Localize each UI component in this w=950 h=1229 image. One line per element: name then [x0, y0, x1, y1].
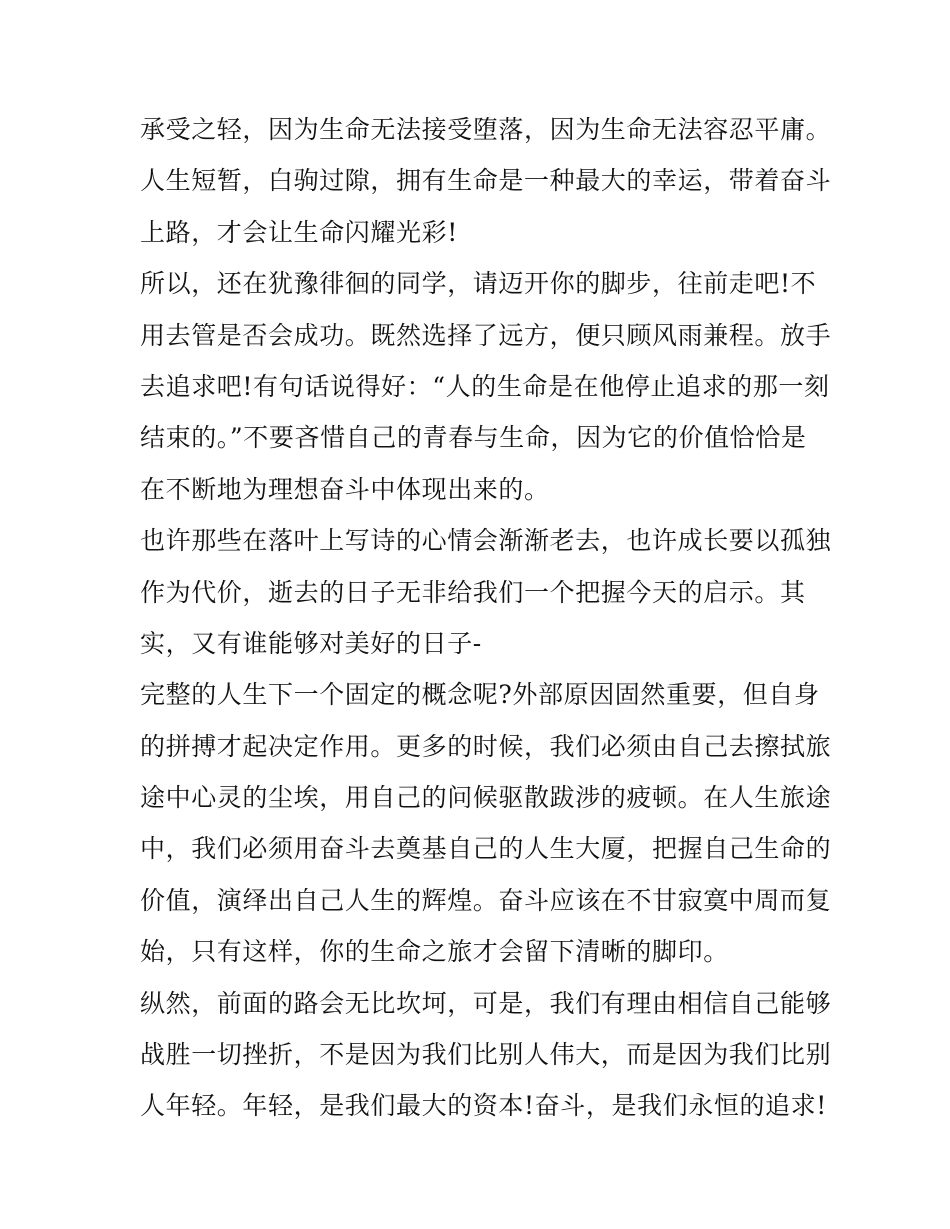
text-line: 去追求吧!有句话说得好：“人的生命是在他停止追求的那一刻 [140, 371, 830, 401]
text-line: 人年轻。年轻，是我们最大的资本!奋斗，是我们永恒的追求! [140, 1091, 827, 1121]
text-line: 战胜一切挫折，不是因为我们比别人伟大，而是因为我们比别 [140, 1040, 832, 1070]
text-line: 人生短暂，白驹过隙，拥有生命是一种最大的幸运，带着奋斗 [140, 166, 832, 196]
text-line: 用去管是否会成功。既然选择了远方，便只顾风雨兼程。放手 [140, 320, 832, 350]
text-line: 结束的。”不要吝惜自己的青春与生命，因为它的价值恰恰是 [140, 423, 807, 453]
text-line: 实，又有谁能够对美好的日子- [140, 628, 482, 658]
text-line: 上路，才会让生命闪耀光彩! [140, 217, 458, 247]
text-line: 在不断地为理想奋斗中体现出来的。 [140, 474, 550, 504]
text-line: 价值，演绎出自己人生的辉煌。奋斗应该在不甘寂寞中周而复 [140, 885, 832, 915]
text-line: 中，我们必须用奋斗去奠基自己的人生大厦，把握自己生命的 [140, 834, 832, 864]
text-line: 承受之轻，因为生命无法接受堕落，因为生命无法容忍平庸。 [140, 115, 832, 144]
text-line: 途中心灵的尘埃，用自己的问候驱散跋涉的疲顿。在人生旅途 [140, 783, 832, 813]
text-line: 纵然，前面的路会无比坎坷，可是，我们有理由相信自己能够 [140, 988, 832, 1018]
text-line: 始，只有这样，你的生命之旅才会留下清晰的脚印。 [140, 937, 729, 967]
body-text [140, 104, 832, 1132]
text-line: 作为代价，逝去的日子无非给我们一个把握今天的启示。其 [140, 577, 806, 607]
text-line: 的拼搏才起决定作用。更多的时候，我们必须由自己去擦拭旅 [140, 731, 832, 761]
text-line: 完整的人生下一个固定的概念呢?外部原因固然重要，但自身 [140, 680, 820, 710]
text-line: 也许那些在落叶上写诗的心情会渐渐老去，也许成长要以孤独 [140, 526, 832, 556]
text-line: 所以，还在犹豫徘徊的同学，请迈开你的脚步，往前走吧!不 [140, 269, 817, 299]
